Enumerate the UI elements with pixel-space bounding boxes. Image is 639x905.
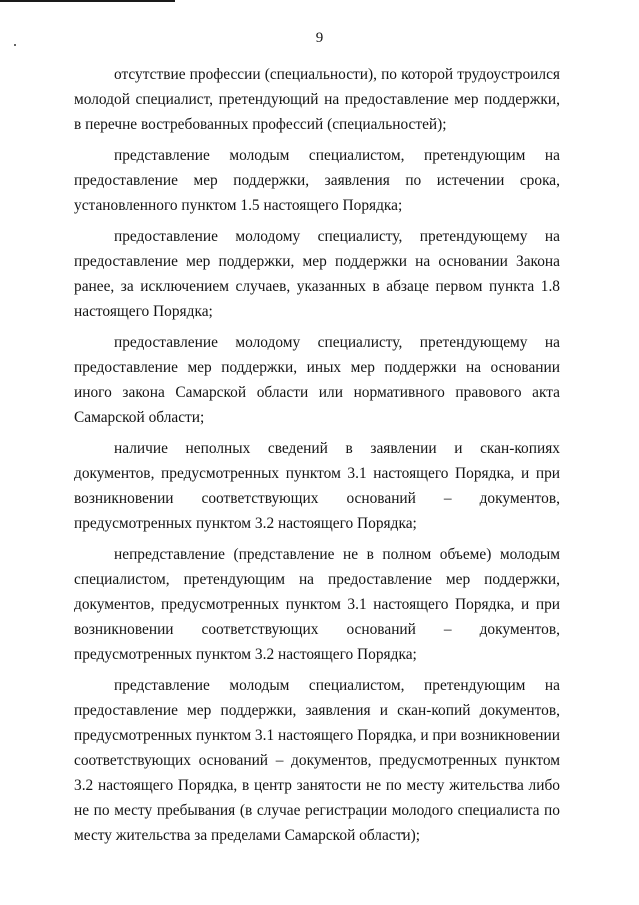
paragraph: представление молодым специалистом, претендующим на предоставление мер поддержки, заявления и скан-копий документов, предусмотренных пунктом 3.1 настоящего Порядка, и при возникновении соответствующих оснований – документов, предусмотренных пунктом 3.2 настоящего Порядка, в центр занятости не по месту жительства либо не по месту пребывания (в случае регистрации молодого специалиста по месту жительства за пределами Самарской области); xyxy=(74,677,560,844)
paragraph: отсутствие профессии (специальности), по которой трудоустроился молодой специалист, претендующий на предоставление мер поддержки, в перечне востребованных профессий (специальностей); xyxy=(74,66,560,133)
paragraph: наличие неполных сведений в заявлении и скан-копиях документов, предусмотренных пунктом 3.1 настоящего Порядка, и при возникновении соответствующих оснований – документов, предусмотренных пунктом 3.2 настоящего Порядка; xyxy=(74,440,560,532)
paragraph: предоставление молодому специалисту, претендующему на предоставление мер поддержки, иных мер поддержки на основании иного закона Самарской области или нормативного правового акта Самарской области; xyxy=(74,334,560,426)
paragraph: непредставление (представление не в полном объеме) молодым специалистом, претендующим на предоставление мер поддержки, документов, предусмотренных пунктом 3.1 настоящего Порядка, и при возникновении соответствующих оснований – документов, предусмотренных пунктом 3.2 настоящего Порядка; xyxy=(74,546,560,663)
document-body xyxy=(74,62,560,854)
page-number: 9 xyxy=(315,30,324,46)
paragraph: предоставление молодому специалисту, претендующему на предоставление мер поддержки, мер поддержки на основании Закона ранее, за исключением случаев, указанных в абзаце первом пункта 1.8 настоящего Порядка; xyxy=(74,228,560,320)
scan-edge-line xyxy=(0,0,175,2)
paragraph: представление молодым специалистом, претендующим на предоставление мер поддержки, заявления по истечении срока, установленного пунктом 1.5 настоящего Порядка; xyxy=(74,147,560,214)
